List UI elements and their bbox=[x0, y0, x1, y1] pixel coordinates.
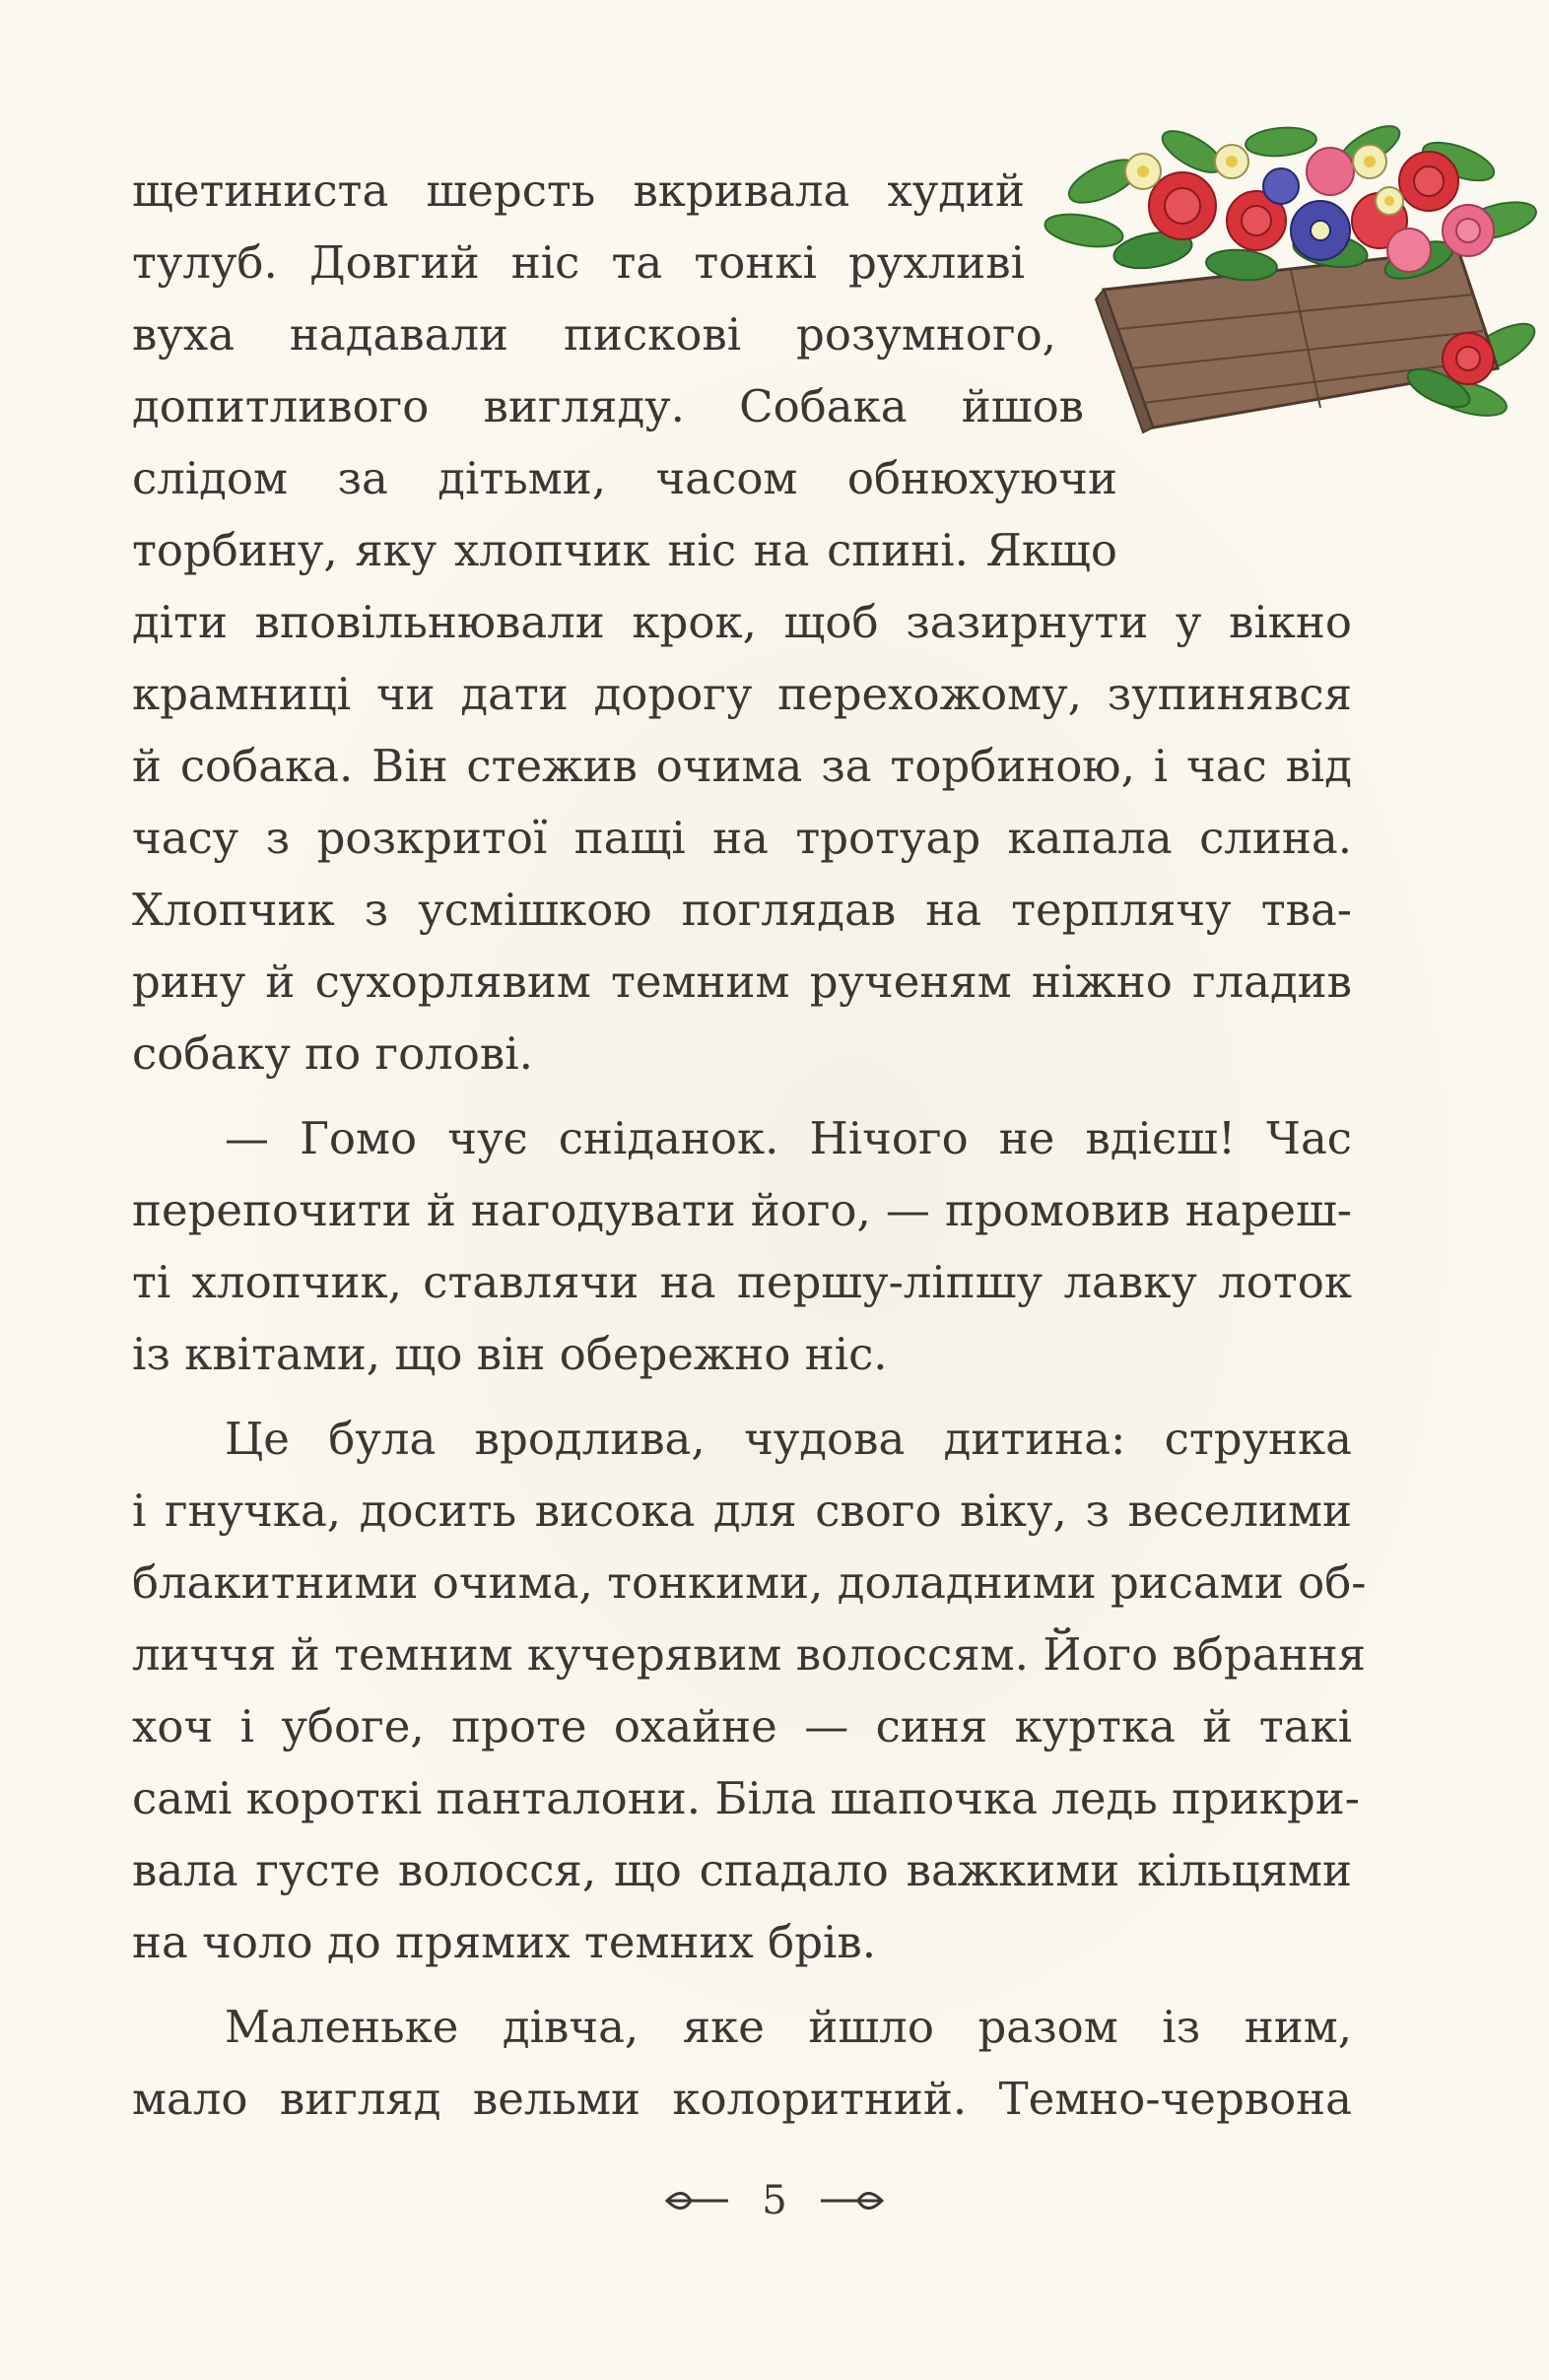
text-line: Маленьке дівча, яке йшло разом із ним, bbox=[225, 2001, 1352, 2053]
text-line: Це була вродлива, чудова дитина: струнка bbox=[225, 1413, 1352, 1465]
text-line: перепочити й нагодувати його, — промовив нареш- bbox=[132, 1184, 1352, 1236]
text-line: із квітами, що він обережно ніс. bbox=[132, 1328, 888, 1380]
text-line: рину й сухорлявим темним рученям ніжно гладив bbox=[132, 956, 1352, 1008]
left-ornament-icon bbox=[663, 2186, 732, 2215]
text-line: вала густе волосся, що спадало важкими кільцями bbox=[132, 1844, 1352, 1896]
text-line: і гнучка, досить висока для свого віку, з веселими bbox=[132, 1485, 1352, 1537]
text-line: блакитними очима, тонкими, доладними рисами об- bbox=[132, 1556, 1367, 1609]
text-line: собаку по голові. bbox=[132, 1027, 533, 1080]
text-line: крамниці чи дати дорогу перехожому, зупинявся bbox=[132, 668, 1352, 720]
text-line: мало вигляд вельми колоритний. Темно-червона bbox=[132, 2073, 1352, 2125]
right-ornament-icon bbox=[817, 2186, 886, 2215]
text-line: на чоло до прямих темних брів. bbox=[132, 1916, 877, 1968]
text-line: допитливого вигляду. Собака йшов bbox=[132, 380, 1084, 432]
page-number: 5 bbox=[762, 2178, 787, 2223]
text-line: тулуб. Довгий ніс та тонкі рухливі bbox=[132, 236, 1025, 289]
text-line: діти вповільнювали крок, щоб зазирнути у вікно bbox=[132, 596, 1352, 648]
text-line: хоч і убоге, проте охайне — синя куртка й такі bbox=[132, 1700, 1352, 1752]
text-line: й собака. Він стежив очима за торбиною, і час від bbox=[132, 740, 1352, 792]
page-footer bbox=[0, 2175, 1549, 2234]
text-line: вуха надавали пискові розумного, bbox=[132, 308, 1056, 361]
flower-box-illustration bbox=[1035, 102, 1547, 467]
text-line: личчя й темним кучерявим волоссям. Його вбрання bbox=[132, 1628, 1366, 1681]
text-line: торбину, яку хлопчик ніс на спині. Якщо bbox=[132, 524, 1117, 576]
text-line: самі короткі панталони. Біла шапочка ледь прикри- bbox=[132, 1772, 1360, 1824]
flower-box-icon bbox=[1043, 118, 1541, 432]
text-line: слідом за дітьми, часом обнюхуючи bbox=[132, 452, 1117, 504]
text-line: часу з розкритої пащі на тротуар капала слина. bbox=[132, 812, 1352, 864]
text-line: — Гомо чує сніданок. Нічого не вдієш! Час bbox=[225, 1112, 1352, 1164]
text-line: щетиниста шерсть вкривала худий bbox=[132, 165, 1025, 217]
text-line: Хлопчик з усмішкою поглядав на терплячу тва- bbox=[132, 884, 1352, 936]
text-line: ті хлопчик, ставлячи на першу-ліпшу лавку лоток bbox=[132, 1256, 1352, 1308]
